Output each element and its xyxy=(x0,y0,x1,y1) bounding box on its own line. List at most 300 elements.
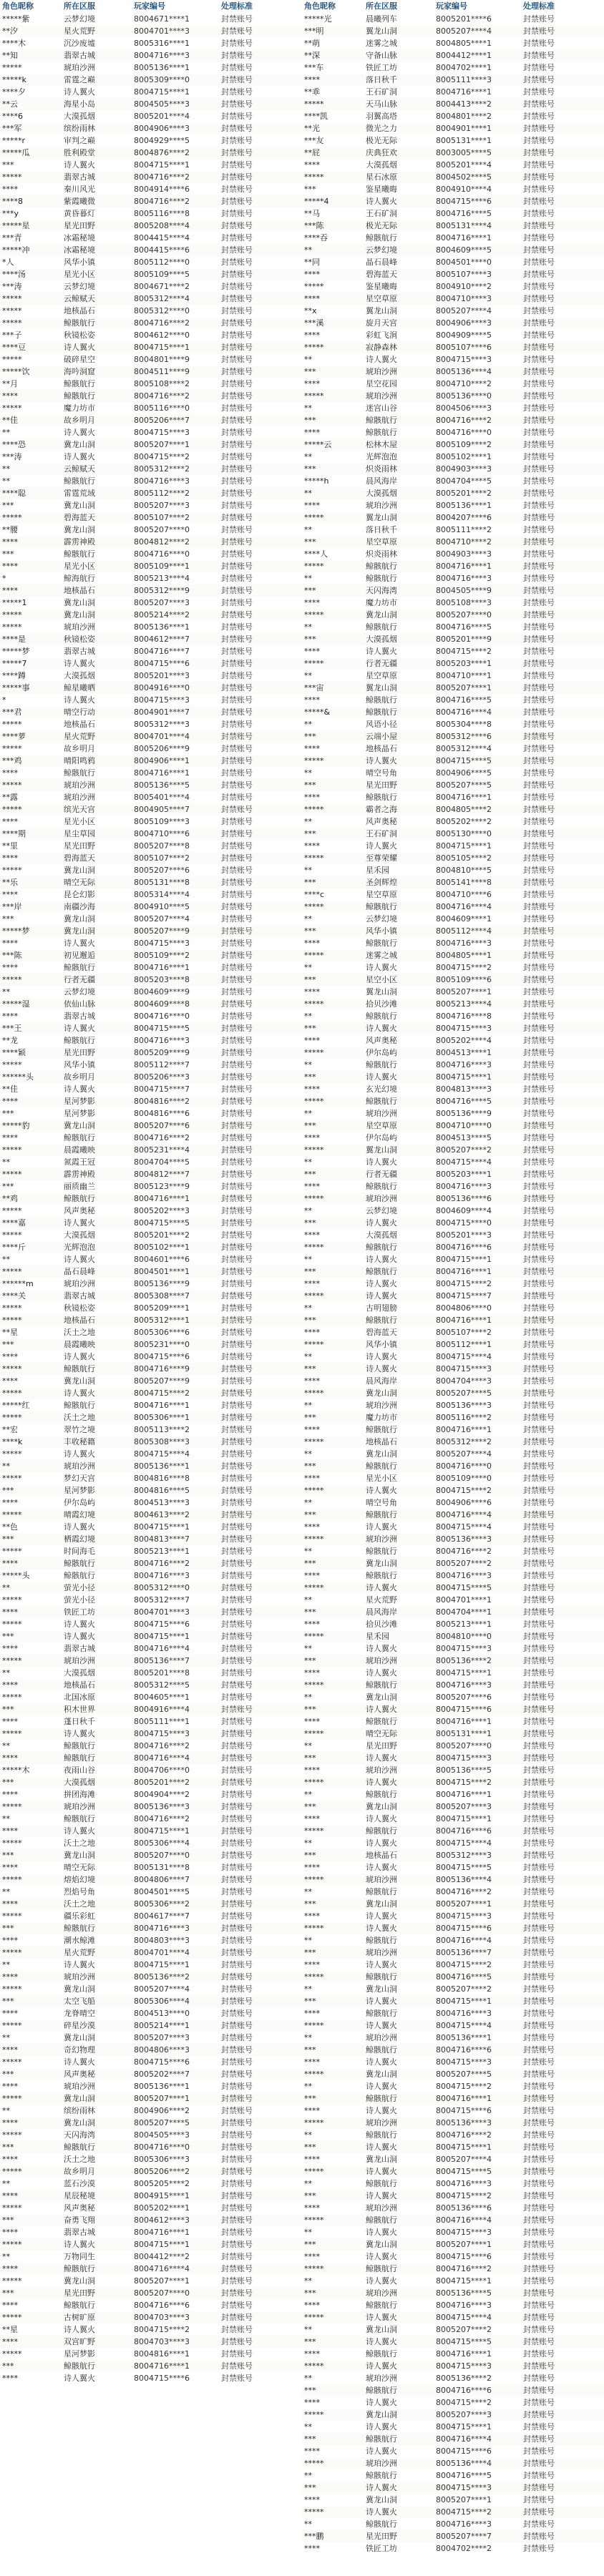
nickname-cell: *****4 xyxy=(304,197,329,206)
nickname-cell: ***鸡 xyxy=(2,756,22,765)
penalty-cell: 封禁账号 xyxy=(523,2167,555,2176)
player-id-cell: 8004715****6 xyxy=(436,1705,492,1714)
nickname-cell: **** xyxy=(304,1911,320,1921)
table-row xyxy=(0,1253,302,1265)
penalty-cell: 封禁账号 xyxy=(221,768,253,778)
penalty-cell: 封禁账号 xyxy=(523,537,555,547)
nickname-cell: ** xyxy=(304,1060,312,1069)
player-id-cell: 8004715****2 xyxy=(436,1279,492,1288)
player-id-cell: 8004716****3 xyxy=(134,1036,190,1045)
nickname-cell: ******头 xyxy=(2,1072,34,1082)
nickname-cell: **** xyxy=(304,2057,320,2067)
penalty-cell: 封禁账号 xyxy=(523,1133,555,1142)
penalty-cell: 封禁账号 xyxy=(221,2288,253,2298)
server-cell: 诗人翼火 xyxy=(366,2398,397,2407)
server-cell: 云梦幻境 xyxy=(366,914,397,924)
penalty-cell: 封禁账号 xyxy=(221,2191,253,2200)
nickname-cell: *****豹 xyxy=(2,1121,30,1130)
nickname-cell: ** xyxy=(304,963,312,972)
nickname-cell: **** xyxy=(2,768,18,778)
table-row xyxy=(302,1144,604,1156)
nickname-cell: ****豆 xyxy=(2,343,26,352)
table-row xyxy=(302,147,604,159)
server-cell: 鲸骸航行 xyxy=(366,707,397,717)
player-id-cell: 8004505****3 xyxy=(134,99,190,109)
penalty-cell: 封禁账号 xyxy=(523,221,555,230)
penalty-cell: 封禁账号 xyxy=(523,1036,555,1045)
penalty-cell: 封禁账号 xyxy=(523,2130,555,2140)
server-cell: 星火荒野 xyxy=(64,732,95,741)
player-id-cell: 8005130****0 xyxy=(436,829,492,838)
table-row xyxy=(0,718,302,730)
nickname-cell: **** xyxy=(304,1084,320,1094)
table-row xyxy=(0,2019,302,2032)
penalty-cell: 封禁账号 xyxy=(221,1133,253,1142)
server-cell: 星光小区 xyxy=(64,817,95,826)
server-cell: 鲸骸航行 xyxy=(64,1741,95,1750)
nickname-cell: ** xyxy=(304,1109,312,1118)
table-row xyxy=(302,1703,604,1715)
penalty-cell: 封禁账号 xyxy=(523,39,555,48)
penalty-cell: 封禁账号 xyxy=(221,306,253,315)
table-row xyxy=(302,2348,604,2360)
penalty-cell: 封禁账号 xyxy=(221,2009,253,2018)
player-id-cell: 8004715****6 xyxy=(134,1620,190,1629)
player-id-cell: 8005131****4 xyxy=(436,221,492,230)
player-id-cell: 8004715****6 xyxy=(436,197,492,206)
player-id-cell: 8004715****2 xyxy=(436,1778,492,1787)
server-cell: 鲸骸航行 xyxy=(64,2264,95,2273)
player-id-cell: 8004715****3 xyxy=(436,2361,492,2371)
penalty-cell: 封禁账号 xyxy=(523,2483,555,2492)
penalty-cell: 封禁账号 xyxy=(221,890,253,899)
nickname-cell: ****6 xyxy=(2,112,23,121)
server-cell: 冀龙山洞 xyxy=(366,1984,397,1994)
nickname-cell: **** xyxy=(304,501,320,510)
server-cell: 琥珀沙洲 xyxy=(366,391,397,401)
header-penalty: 处理标准 xyxy=(221,1,253,11)
penalty-cell: 封禁账号 xyxy=(523,355,555,364)
server-cell: 诗人翼火 xyxy=(64,160,95,170)
table-row xyxy=(302,293,604,305)
nickname-cell: **** xyxy=(304,2252,320,2261)
table-row xyxy=(302,1156,604,1168)
table-row xyxy=(0,159,302,171)
nickname-cell: **佳 xyxy=(2,1084,18,1094)
penalty-cell: 封禁账号 xyxy=(523,2519,555,2529)
table-row xyxy=(0,1217,302,1229)
player-id-cell: 8004715****4 xyxy=(134,1449,190,1459)
penalty-cell: 封禁账号 xyxy=(523,1364,555,1373)
nickname-cell: **** xyxy=(2,1133,18,1142)
nickname-cell: *****云 xyxy=(304,440,332,449)
nickname-cell: **** xyxy=(304,270,320,279)
penalty-cell: 封禁账号 xyxy=(523,987,555,996)
server-cell: 冀龙山洞 xyxy=(64,1121,95,1130)
table-row xyxy=(302,220,604,232)
server-cell: 诗人翼火 xyxy=(64,1389,95,1398)
penalty-cell: 封禁账号 xyxy=(221,817,253,826)
nickname-cell: ***** xyxy=(2,2203,22,2213)
penalty-cell: 封禁账号 xyxy=(221,1194,253,1203)
table-row xyxy=(302,1521,604,1533)
server-cell: 星光田野 xyxy=(366,780,397,790)
table-row xyxy=(302,402,604,414)
server-cell: 秦川风光 xyxy=(64,185,95,194)
penalty-cell: 封禁账号 xyxy=(523,476,555,486)
table-row xyxy=(0,1703,302,1715)
server-cell: 诗人翼火 xyxy=(366,355,397,364)
nickname-cell: *****紫 xyxy=(2,14,30,24)
penalty-cell: 封禁账号 xyxy=(221,622,253,632)
penalty-cell: 封禁账号 xyxy=(221,939,253,948)
table-row xyxy=(302,207,604,220)
server-cell: 鲸骸航行 xyxy=(64,1753,95,1763)
table-row xyxy=(0,2263,302,2275)
player-id-cell: 8005207****1 xyxy=(436,987,492,996)
penalty-cell: 封禁账号 xyxy=(523,1060,555,1069)
player-id-cell: 8004716****9 xyxy=(134,1364,190,1373)
server-cell: 诗人翼火 xyxy=(366,2337,397,2346)
penalty-cell: 封禁账号 xyxy=(523,1826,555,1836)
player-id-cell: 8004716****1 xyxy=(134,768,190,778)
server-cell: 诗人翼火 xyxy=(64,939,95,948)
table-row xyxy=(0,876,302,888)
header-player-id: 玩家编号 xyxy=(436,1,467,11)
player-id-cell: 8004505****3 xyxy=(134,2130,190,2140)
table-row xyxy=(302,901,604,913)
server-cell: 琥珀沙洲 xyxy=(64,793,95,802)
server-cell: 星光田野 xyxy=(366,1741,397,1750)
player-id-cell: 8005136****2 xyxy=(436,2374,492,2383)
penalty-cell: 封禁账号 xyxy=(221,2361,253,2371)
server-cell: 鲸骸航行 xyxy=(366,2301,397,2310)
player-id-cell: 8005207****5 xyxy=(134,2118,190,2127)
nickname-cell: **** xyxy=(304,1717,320,1726)
penalty-cell: 封禁账号 xyxy=(523,1498,555,1507)
server-cell: 地核晶石 xyxy=(64,1680,95,1690)
table-row xyxy=(302,1922,604,1934)
nickname-cell: ***** xyxy=(304,282,324,291)
nickname-cell: *** xyxy=(2,1705,14,1714)
table-row xyxy=(302,2469,604,2482)
player-id-cell: 8004715****1 xyxy=(436,1668,492,1678)
server-cell: 翡翠古城 xyxy=(64,51,95,60)
penalty-cell: 封禁账号 xyxy=(221,476,253,486)
table-row xyxy=(302,98,604,110)
table-row xyxy=(0,1278,302,1290)
server-cell: 诗人翼火 xyxy=(366,1218,397,1228)
player-id-cell: 8005316****1 xyxy=(134,39,190,48)
server-cell: 鲸骸航行 xyxy=(366,793,397,802)
penalty-cell: 封禁账号 xyxy=(221,1814,253,1823)
player-id-cell: 8004716****3 xyxy=(436,2179,492,2188)
player-id-cell: 8004701****4 xyxy=(134,732,190,741)
table-row xyxy=(0,1229,302,1241)
table-row xyxy=(302,511,604,524)
penalty-cell: 封禁账号 xyxy=(523,853,555,863)
nickname-cell: ** xyxy=(2,1461,10,1471)
player-id-cell: 8004710****0 xyxy=(436,1121,492,1130)
nickname-cell: **乐 xyxy=(2,878,18,887)
nickname-cell: ** xyxy=(304,452,312,461)
table-row xyxy=(0,670,302,682)
server-cell: 烈焰号角 xyxy=(64,1887,95,1896)
player-id-cell: 8005207****4 xyxy=(436,306,492,315)
player-id-cell: 8005111****1 xyxy=(134,1717,190,1726)
nickname-cell: **** xyxy=(2,185,18,194)
nickname-cell: *** xyxy=(2,501,14,510)
server-cell: 晨风海岸 xyxy=(366,1376,397,1386)
server-cell: 诗人翼火 xyxy=(366,1644,397,1653)
table-row xyxy=(302,1533,604,1545)
penalty-cell: 封禁账号 xyxy=(221,2374,253,2383)
penalty-cell: 封禁账号 xyxy=(221,1461,253,1471)
table-row xyxy=(0,1655,302,1667)
penalty-cell: 封禁账号 xyxy=(523,501,555,510)
nickname-cell: **** xyxy=(304,2495,320,2504)
nickname-cell: *** xyxy=(304,1948,316,1957)
player-id-cell: 8004716****8 xyxy=(436,1012,492,1021)
server-cell: 冀龙山洞 xyxy=(64,2118,95,2127)
server-cell: 诗人翼火 xyxy=(366,2447,397,2456)
penalty-cell: 封禁账号 xyxy=(523,1243,555,1252)
nickname-cell: ****恐 xyxy=(2,440,26,449)
penalty-cell: 封禁账号 xyxy=(523,2544,555,2553)
table-row xyxy=(302,888,604,901)
nickname-cell: ***** xyxy=(304,513,324,522)
table-row xyxy=(302,2032,604,2044)
server-cell: 鲸骸航行 xyxy=(366,1243,397,1252)
penalty-cell: 封禁账号 xyxy=(523,2057,555,2067)
penalty-cell: 封禁账号 xyxy=(221,2045,253,2055)
nickname-cell: ** xyxy=(304,1644,312,1653)
player-id-cell: 8004715****2 xyxy=(436,647,492,656)
table-row xyxy=(302,1934,604,1946)
player-id-cell: 8005136****9 xyxy=(436,1109,492,1118)
table-row xyxy=(0,828,302,840)
player-id-cell: 8005136****1 xyxy=(436,2033,492,2042)
nickname-cell: *** xyxy=(2,1340,14,1349)
nickname-cell: **** xyxy=(304,2349,320,2359)
player-id-cell: 8005109****2 xyxy=(134,951,190,960)
nickname-cell: **汐 xyxy=(2,26,18,36)
nickname-cell: ****汤 xyxy=(2,270,26,279)
table-row xyxy=(0,1618,302,1630)
player-id-cell: 8005308****3 xyxy=(134,1437,190,1446)
table-row xyxy=(302,426,604,439)
player-id-cell: 8005207****1 xyxy=(134,440,190,449)
server-cell: 冀龙山洞 xyxy=(64,1376,95,1386)
player-id-cell: 8004715****4 xyxy=(436,1157,492,1167)
penalty-cell: 封禁账号 xyxy=(221,963,253,972)
player-id-cell: 8004816****6 xyxy=(134,1109,190,1118)
nickname-cell: ** xyxy=(304,1401,312,1410)
nickname-cell: ***车 xyxy=(304,63,324,72)
table-row xyxy=(0,1460,302,1472)
server-cell: 诗人翼火 xyxy=(366,1863,397,1872)
server-cell: 琥珀沙洲 xyxy=(64,1972,95,1982)
player-id-cell: 8005136****7 xyxy=(134,1656,190,1665)
player-id-cell: 8004716****6 xyxy=(436,2045,492,2055)
table-row xyxy=(302,2360,604,2372)
table-row xyxy=(302,949,604,961)
server-cell: 琥珀沙洲 xyxy=(366,2374,397,2383)
server-cell: 诗人翼火 xyxy=(366,1279,397,1288)
nickname-cell: ***** xyxy=(2,1875,22,1884)
penalty-cell: 封禁账号 xyxy=(221,2070,253,2079)
server-cell: 冀龙山洞 xyxy=(366,2410,397,2419)
player-id-cell: 8005136****4 xyxy=(436,367,492,376)
penalty-cell: 封禁账号 xyxy=(523,1170,555,1179)
player-id-cell: 8005136****1 xyxy=(134,2082,190,2091)
penalty-cell: 封禁账号 xyxy=(221,695,253,705)
server-cell: 鲸骸航行 xyxy=(366,1972,397,1982)
table-row xyxy=(0,2202,302,2214)
penalty-cell: 封禁账号 xyxy=(523,1595,555,1605)
table-row xyxy=(302,122,604,134)
nickname-cell: **** xyxy=(2,1790,18,1799)
penalty-cell: 封禁账号 xyxy=(221,294,253,303)
penalty-cell: 封禁账号 xyxy=(221,1425,253,1434)
penalty-cell: 封禁账号 xyxy=(523,513,555,522)
penalty-cell: 封禁账号 xyxy=(523,440,555,449)
table-row xyxy=(0,1448,302,1460)
nickname-cell: ** xyxy=(304,2519,312,2529)
nickname-cell: *****k xyxy=(2,75,26,84)
penalty-cell: 封禁账号 xyxy=(221,1595,253,1605)
server-cell: 鲸骸航行 xyxy=(366,562,397,571)
nickname-cell: *****梦 xyxy=(2,647,30,656)
server-cell: 鲸骸航行 xyxy=(366,2094,397,2103)
server-cell: 诗人翼火 xyxy=(366,1911,397,1921)
table-row xyxy=(0,1995,302,2007)
nickname-cell: ** xyxy=(2,2252,10,2261)
nickname-cell: ***鹏 xyxy=(304,2532,324,2541)
nickname-cell: **** xyxy=(2,1863,18,1872)
nickname-cell: *** xyxy=(304,1267,316,1276)
nickname-cell: ***** xyxy=(304,999,324,1009)
server-cell: 鲸骸航行 xyxy=(366,1267,397,1276)
server-cell: 星空花园 xyxy=(366,379,397,388)
penalty-cell: 封禁账号 xyxy=(221,1510,253,1519)
server-cell: 鲸骸航行 xyxy=(64,318,95,328)
penalty-cell: 封禁账号 xyxy=(523,1790,555,1799)
player-id-cell: 8005113****2 xyxy=(134,1425,190,1434)
penalty-cell: 封禁账号 xyxy=(221,1182,253,1191)
server-cell: 琥珀沙洲 xyxy=(64,622,95,632)
table-row xyxy=(302,1460,604,1472)
nickname-cell: **** xyxy=(304,1133,320,1142)
penalty-cell: 封禁账号 xyxy=(221,1012,253,1021)
penalty-cell: 封禁账号 xyxy=(221,160,253,170)
player-id-cell: 8004715****3 xyxy=(134,695,190,705)
server-cell: 大漠孤烟 xyxy=(64,112,95,121)
table-row xyxy=(0,767,302,779)
penalty-cell: 封禁账号 xyxy=(523,1693,555,1702)
player-id-cell: 8004716****3 xyxy=(134,51,190,60)
player-id-cell: 8005136****7 xyxy=(436,1948,492,1957)
table-row xyxy=(0,1642,302,1655)
server-cell: 星光小区 xyxy=(64,270,95,279)
server-cell: 故乡明月 xyxy=(64,744,95,753)
server-cell: 琥珀沙洲 xyxy=(64,1461,95,1471)
server-cell: 冀龙山洞 xyxy=(64,2276,95,2286)
table-row xyxy=(302,2299,604,2311)
server-cell: 圣剑辉煌 xyxy=(366,878,397,887)
server-cell: 翼龙山洞 xyxy=(366,683,397,692)
penalty-cell: 封禁账号 xyxy=(523,1766,555,1775)
penalty-cell: 封禁账号 xyxy=(523,2495,555,2504)
penalty-cell: 封禁账号 xyxy=(523,197,555,206)
penalty-cell: 封禁账号 xyxy=(221,878,253,887)
penalty-cell: 封禁账号 xyxy=(221,2215,253,2225)
penalty-cell: 封禁账号 xyxy=(523,379,555,388)
player-id-cell: 8004701****1 xyxy=(436,1595,492,1605)
table-row xyxy=(0,1241,302,1253)
server-cell: 鲸骸航行 xyxy=(366,2471,397,2480)
nickname-cell: ***** xyxy=(304,562,324,571)
player-id-cell: 8005207****5 xyxy=(436,1389,492,1398)
penalty-cell: 封禁账号 xyxy=(523,1632,555,1641)
table-row xyxy=(302,1618,604,1630)
server-cell: 诗人翼火 xyxy=(64,2057,95,2067)
player-id-cell: 8004613****2 xyxy=(134,1510,190,1519)
server-cell: 琥珀沙洲 xyxy=(366,1534,397,1544)
penalty-cell: 封禁账号 xyxy=(523,391,555,401)
table-row xyxy=(302,2129,604,2141)
player-id-cell: 8004715****5 xyxy=(436,2337,492,2346)
player-id-cell: 8005109****5 xyxy=(134,270,190,279)
server-cell: 琥珀沙洲 xyxy=(366,2118,397,2127)
table-row xyxy=(0,803,302,816)
server-cell: 翼龙山洞 xyxy=(366,26,397,36)
table-header-right xyxy=(302,0,604,13)
server-cell: 琥珀沙洲 xyxy=(366,1875,397,1884)
server-cell: 地核晶石 xyxy=(366,1851,397,1860)
table-row xyxy=(0,293,302,305)
server-cell: 鲸骸航行 xyxy=(366,695,397,705)
table-row xyxy=(302,2117,604,2129)
table-row xyxy=(0,2178,302,2190)
penalty-cell: 封禁账号 xyxy=(523,1644,555,1653)
table-row xyxy=(0,2080,302,2092)
player-id-cell: 8005312****2 xyxy=(134,464,190,474)
player-id-cell: 8005213****1 xyxy=(436,1620,492,1629)
nickname-cell: *** xyxy=(2,1182,14,1191)
nickname-cell: **** xyxy=(304,1960,320,1969)
server-cell: 地核晶石 xyxy=(64,306,95,315)
server-cell: 鲸骸航行 xyxy=(366,233,397,243)
player-id-cell: 8004715****3 xyxy=(436,1024,492,1033)
player-id-cell: 8004716****0 xyxy=(436,1461,492,1471)
penalty-cell: 封禁账号 xyxy=(523,1328,555,1337)
player-id-cell: 8004715****3 xyxy=(436,2228,492,2237)
player-id-cell: 8004715****1 xyxy=(134,1632,190,1641)
table-row xyxy=(302,487,604,499)
nickname-cell: ** xyxy=(2,1741,10,1750)
server-cell: 冀龙山洞 xyxy=(366,2155,397,2164)
penalty-cell: 封禁账号 xyxy=(221,355,253,364)
player-id-cell: 8004715****1 xyxy=(134,343,190,352)
table-row xyxy=(302,2068,604,2080)
server-cell: 诗人翼火 xyxy=(64,1620,95,1629)
server-cell: 星辰秘境 xyxy=(64,2191,95,2200)
server-cell: 翡翠古城 xyxy=(64,172,95,182)
table-row xyxy=(0,1010,302,1022)
table-row xyxy=(0,1022,302,1034)
nickname-cell: ***** xyxy=(304,172,324,182)
